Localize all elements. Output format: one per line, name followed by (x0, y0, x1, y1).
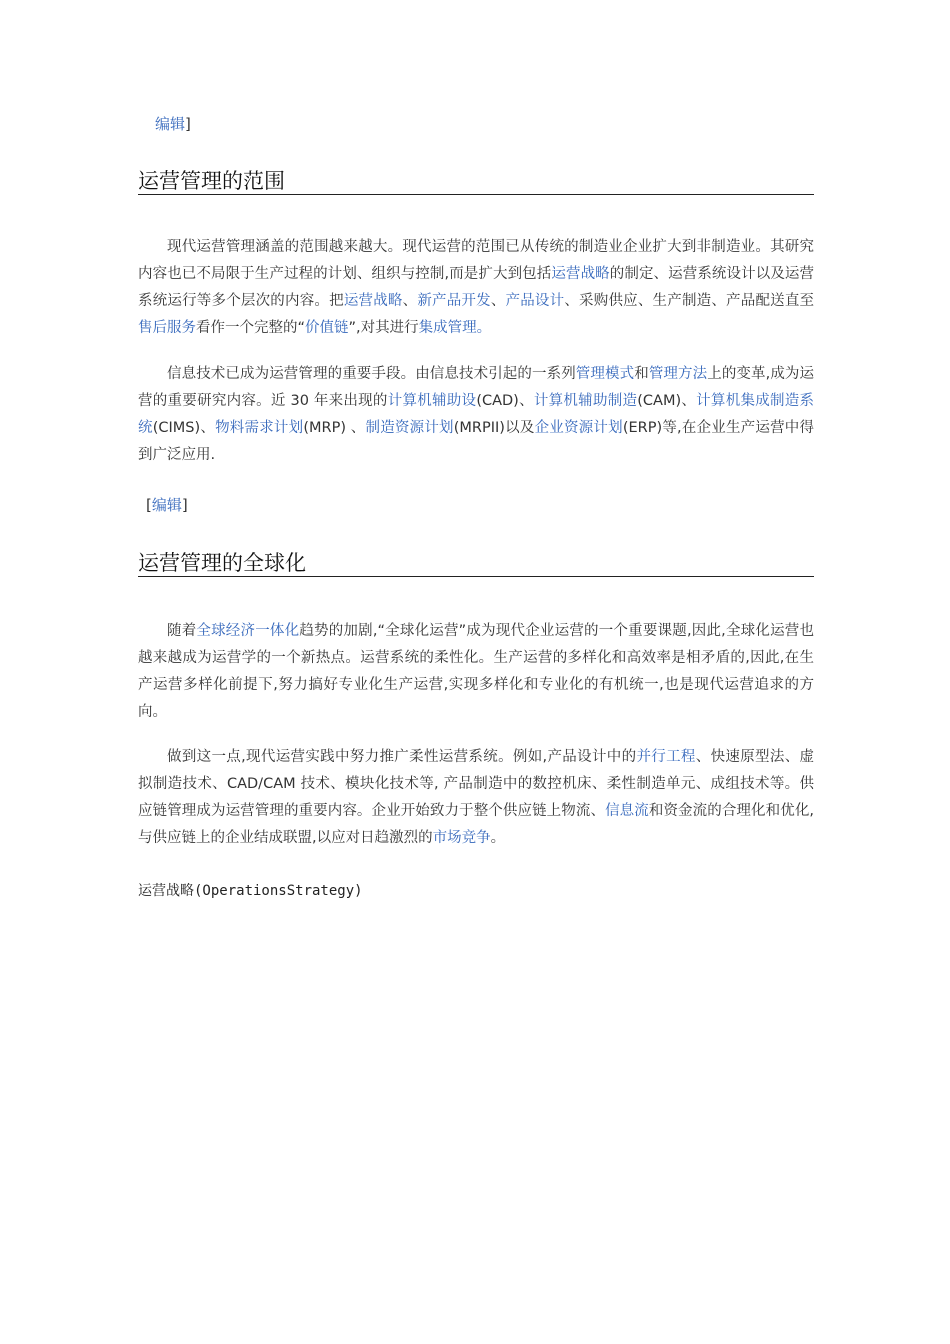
paragraph-text: 做到这一点,现代运营实践中努力推广柔性运营系统。例如,产品设计中的 (167, 749, 637, 765)
paragraph-text: (MRP) 、 (303, 420, 366, 436)
edit-link-top[interactable]: 编辑 (155, 115, 186, 133)
footer-en-text: (OperationsStrategy) (194, 883, 363, 899)
paragraph-text: 、采购供应、生产制造、产品配送直至 (564, 293, 815, 309)
inline-link[interactable]: 集成管理 (418, 320, 477, 336)
edit-link-mid[interactable]: 编辑 (151, 496, 182, 514)
inline-link[interactable]: 管理方法 (648, 366, 708, 382)
paragraph-text: (CAD)、 (476, 393, 534, 409)
section-title-scope: 运营管理的范围 (138, 168, 814, 195)
inline-link[interactable]: 产品设计 (505, 293, 565, 309)
inline-link[interactable]: 企业资源计划 (534, 420, 623, 436)
inline-link[interactable]: 运营战略 (343, 293, 403, 309)
edit-section-control-top (155, 113, 191, 134)
inline-link[interactable]: 计算机集成制造系统 (138, 393, 815, 436)
paragraph-text: 随着 (167, 623, 197, 639)
section-title-globalization: 运营管理的全球化 (138, 550, 814, 577)
paragraph-text: 、 (402, 293, 418, 309)
paragraph-scope-1 (138, 234, 814, 342)
paragraph-text: 的制定、运营系统设计以及运营系统运行等多个层次的内容。把 (138, 266, 815, 309)
edit-bracket-open: [ (146, 496, 152, 514)
inline-link[interactable]: 全球经济一体化 (196, 623, 300, 639)
paragraph-scope-2 (138, 361, 814, 469)
inline-link[interactable]: 信息流 (605, 803, 649, 819)
inline-link[interactable]: 物料需求计划 (215, 420, 304, 436)
paragraph-globalization-2 (138, 744, 814, 852)
inline-link[interactable]: 市场竞争 (432, 830, 491, 846)
paragraph-text: (CAM)、 (637, 393, 697, 409)
paragraph-text: 趋势的加剧,“全球化运营”成为现代企业运营的一个重要课题,因此,全球化运营也越来越成为运营学的一个新热点。运营系统的柔性化。生产运营的多样化和高效率是相矛盾的,因此,在生产运营多样化前提下,努力搞好专业化生产运营,实现多样化和专业化的有机统一,也是现代运营追求的方向。 (138, 623, 814, 720)
paragraph-text: 和 (634, 366, 649, 382)
inline-link[interactable]: 新产品开发 (417, 293, 491, 309)
paragraph-text: 上的变革,成为运营的重要研究内容。近 30 年来出现的 (138, 366, 815, 409)
footer-operations-strategy (138, 880, 363, 900)
inline-link[interactable]: 制造资源计划 (365, 420, 454, 436)
footer-cn-text: 运营战略 (138, 883, 194, 899)
paragraph-text: 信息技术已成为运营管理的重要手段。由信息技术引起的一系列 (167, 366, 576, 382)
paragraph-text: ”,对其进行 (348, 320, 419, 336)
paragraph-text: 、 (490, 293, 506, 309)
paragraph-text: (ERP)等,在企业生产运营中得到广泛应用. (138, 420, 815, 463)
inline-link[interactable]: 计算机辅助设 (387, 393, 477, 409)
inline-link[interactable]: 售后服务 (138, 320, 196, 336)
inline-link[interactable]: 。 (476, 320, 492, 336)
paragraph-text: 和资金流的合理化和优化,与供应链上的企业结成联盟,以应对日趋激烈的 (138, 803, 815, 846)
paragraph-text: (MRPII)以及 (453, 420, 535, 436)
paragraph-text: (CIMS)、 (152, 420, 216, 436)
paragraph-text: 看作一个完整的“ (196, 320, 306, 336)
edit-section-control-mid (146, 494, 188, 515)
paragraph-text: 现代运营管理涵盖的范围越来越大。现代运营的范围已从传统的制造业企业扩大到非制造业。其研究内容也已不局限于生产过程的计划、组织与控制,而是扩大到包括 (138, 239, 814, 282)
edit-bracket-close: ] (185, 115, 191, 133)
paragraph-globalization-1 (138, 618, 814, 726)
inline-link[interactable]: 管理模式 (575, 366, 635, 382)
inline-link[interactable]: 运营战略 (551, 266, 610, 282)
edit-bracket-close: ] (181, 496, 188, 514)
inline-link[interactable]: 计算机辅助制造 (533, 393, 638, 409)
paragraph-text: 、快速原型法、虚拟制造技术、CAD/CAM 技术、模块化技术等, 产品制造中的数控机床、柔性制造单元、成组技术等。供应链管理成为运营管理的重要内容。企业开始致力于整个供应链上物流、 (138, 749, 815, 819)
paragraph-text: 。 (490, 830, 506, 846)
inline-link[interactable]: 价值链 (305, 320, 349, 336)
inline-link[interactable]: 并行工程 (636, 749, 696, 765)
